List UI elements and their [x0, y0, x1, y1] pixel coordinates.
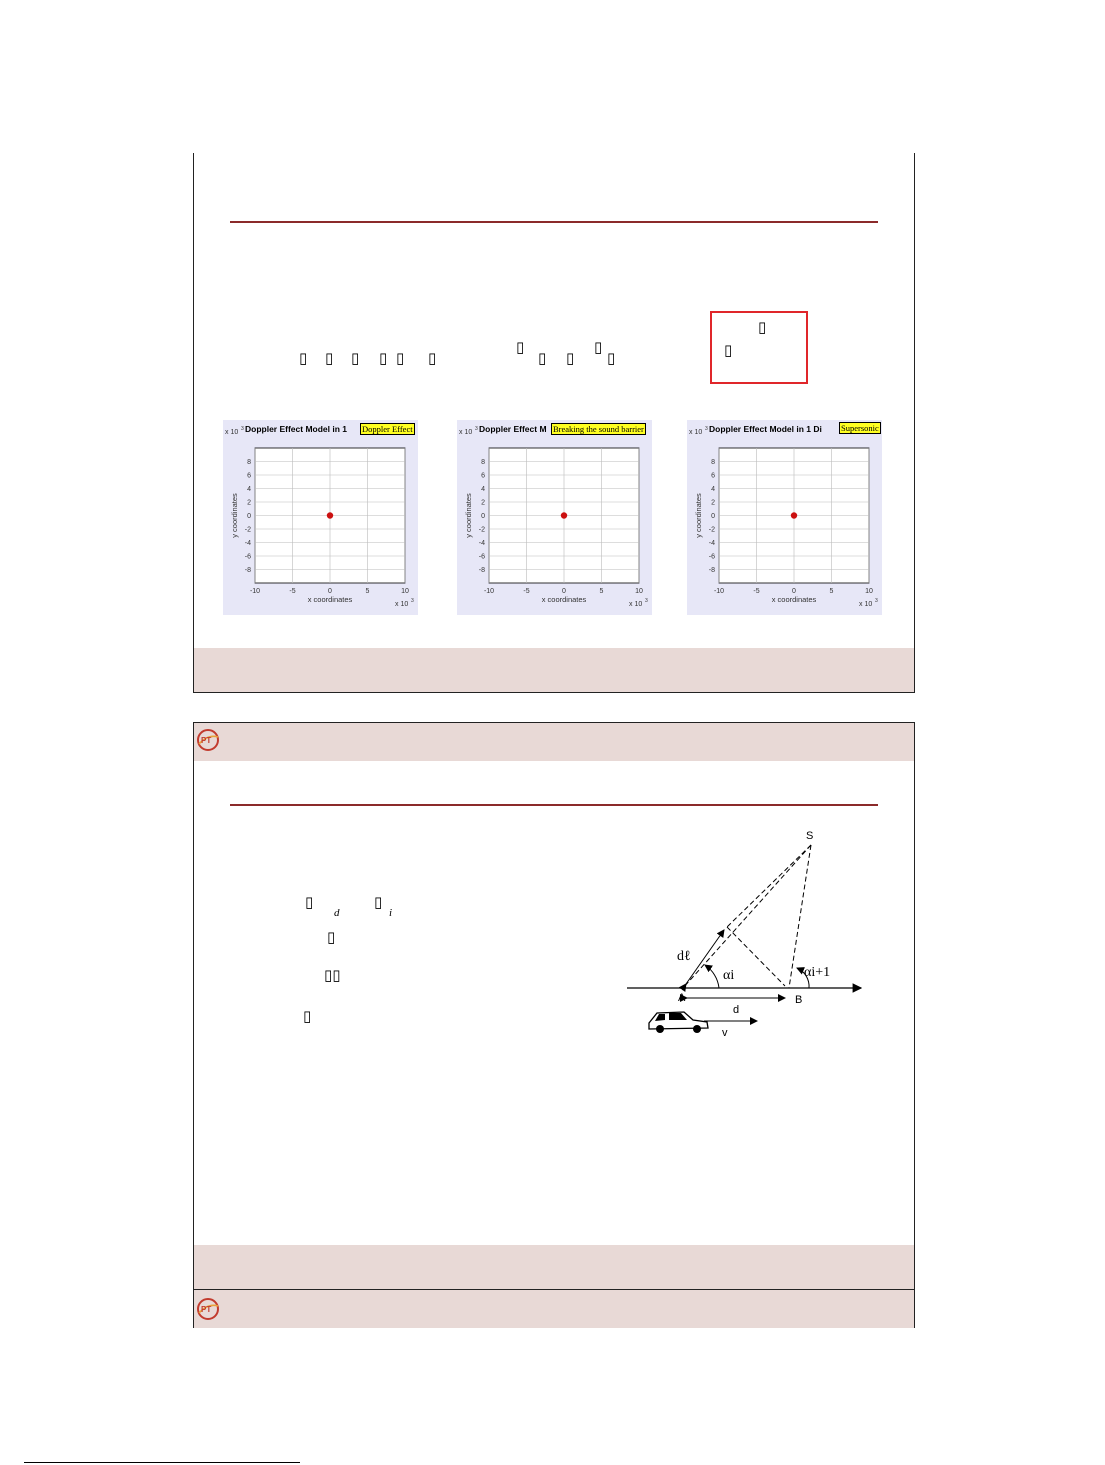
- formula-glyph: ▯: [379, 349, 388, 367]
- y-tick-label: -2: [478, 526, 485, 534]
- formula-sub: d: [334, 907, 340, 919]
- x-axis-label: x coordinates: [771, 595, 817, 604]
- title-rule: [230, 804, 878, 806]
- y-exponent: x 10: [689, 429, 703, 436]
- x-tick-label: 5: [829, 588, 834, 595]
- plot-tag: Breaking the sound barrier: [553, 424, 644, 434]
- plot-panel-3: [687, 420, 882, 615]
- pta-logo-icon: [196, 728, 220, 752]
- slide-2: [193, 722, 915, 1328]
- y-tick-label: 0: [247, 513, 251, 520]
- y-tick-label: -8: [708, 567, 715, 574]
- x-exponent: x 10: [395, 601, 409, 608]
- y-tick-label: -6: [708, 553, 715, 561]
- slide-header-band: [194, 723, 914, 761]
- box-glyph: ▯: [724, 341, 733, 359]
- car-icon: [649, 1012, 708, 1033]
- plot-svg-1: [223, 420, 418, 615]
- label-v: v: [722, 1027, 728, 1039]
- x-tick-label: 10: [401, 588, 409, 595]
- formula-glyph: ▯: [327, 928, 336, 946]
- plot-panel-2: [457, 420, 652, 615]
- y-tick-label: -6: [244, 553, 251, 561]
- y-tick-label: -4: [708, 540, 715, 547]
- y-axis-label: y coordinates: [694, 493, 703, 538]
- svg-text:PT: PT: [201, 1305, 212, 1314]
- y-tick-label: -8: [478, 567, 485, 574]
- y-axis-label: y coordinates: [464, 493, 473, 538]
- x-exponent-power: 3: [411, 598, 414, 604]
- box-glyph: ▯: [758, 318, 767, 336]
- plot-title: Doppler Effect Model in 1 Di: [709, 424, 822, 434]
- x-exponent: x 10: [859, 601, 873, 608]
- y-exponent-power: 3: [241, 426, 244, 432]
- x-tick-label: -5: [753, 588, 760, 595]
- formula-glyph: ▯: [607, 349, 616, 367]
- y-tick-label: 8: [711, 459, 715, 466]
- y-exponent-power: 3: [475, 426, 478, 432]
- x-tick-label: -10: [249, 588, 261, 595]
- x-tick-label: 0: [328, 588, 332, 595]
- formula-glyph: ▯: [299, 349, 308, 367]
- formula-glyph: ▯: [325, 349, 334, 367]
- formula-glyph: ▯: [303, 1007, 312, 1025]
- perp: [727, 927, 785, 986]
- y-tick-label: -8: [244, 567, 251, 574]
- y-tick-label: 6: [247, 472, 251, 480]
- formula-glyph: ▯: [396, 349, 405, 367]
- x-tick-label: -5: [289, 588, 296, 595]
- formula-glyph: ▯: [538, 349, 547, 367]
- label-s: S: [806, 830, 814, 842]
- x-axis-label: x coordinates: [307, 595, 353, 604]
- formula-glyph: ▯: [428, 349, 437, 367]
- x-tick-label: 0: [792, 588, 796, 595]
- formula-glyph: ▯: [566, 349, 575, 367]
- y-exponent-power: 3: [705, 426, 708, 432]
- label-b: B: [795, 994, 803, 1006]
- slide-footer-band: [194, 648, 914, 692]
- formula-sub: i: [389, 907, 393, 919]
- x-tick-label: 0: [562, 588, 566, 595]
- formula-glyph: ▯: [351, 349, 360, 367]
- dl-arrow: [686, 930, 724, 984]
- plot-panel-1: [223, 420, 418, 615]
- plot-svg-2: [457, 420, 652, 615]
- slide-1: [193, 153, 915, 693]
- label-dl: dℓ: [677, 949, 691, 964]
- highlight-box: [710, 311, 808, 384]
- source-point: [791, 512, 797, 518]
- y-tick-label: 6: [481, 472, 485, 480]
- y-tick-label: 8: [247, 459, 251, 466]
- y-tick-label: 6: [711, 472, 715, 480]
- y-tick-label: 2: [711, 499, 715, 507]
- y-tick-label: -4: [478, 540, 485, 547]
- formula-glyph: ▯: [594, 338, 603, 356]
- y-exponent: x 10: [225, 429, 239, 436]
- y-axis-label: y coordinates: [230, 493, 239, 538]
- source-point: [327, 512, 333, 518]
- slide-footer-band: [194, 1245, 914, 1289]
- x-axis-label: x coordinates: [541, 595, 587, 604]
- formula-glyph: ▯: [516, 338, 525, 356]
- plot-tag: Supersonic: [841, 423, 879, 433]
- source-point: [561, 512, 567, 518]
- label-alpha-i: αi: [723, 968, 735, 983]
- y-tick-label: 4: [247, 486, 251, 493]
- plot-tag: Doppler Effect: [362, 424, 413, 434]
- pta-logo-icon: [196, 1297, 220, 1321]
- x-exponent-power: 3: [875, 598, 878, 604]
- formula-glyph: ▯: [374, 893, 383, 911]
- label-d: d: [733, 1004, 740, 1016]
- x-tick-label: -10: [713, 588, 725, 595]
- y-tick-label: -2: [244, 526, 251, 534]
- y-tick-label: -4: [244, 540, 251, 547]
- ray-c: [727, 845, 811, 927]
- x-tick-label: -5: [523, 588, 530, 595]
- label-a: A: [678, 992, 686, 1004]
- svg-text:PT: PT: [201, 736, 212, 745]
- x-tick-label: 10: [635, 588, 643, 595]
- label-alpha-i1: αi+1: [804, 965, 831, 980]
- y-tick-label: 4: [481, 486, 485, 493]
- title-rule: [230, 221, 878, 223]
- x-tick-label: 5: [599, 588, 604, 595]
- plot-title: Doppler Effect M: [479, 424, 547, 434]
- formula-glyph: ▯▯: [324, 966, 341, 984]
- y-tick-label: 8: [481, 459, 485, 466]
- x-exponent-power: 3: [645, 598, 648, 604]
- y-tick-label: 0: [481, 513, 485, 520]
- plot-svg-3: [687, 420, 882, 615]
- y-tick-label: 2: [247, 499, 251, 507]
- x-tick-label: -10: [483, 588, 495, 595]
- next-slide-header-band: [194, 1290, 914, 1328]
- y-exponent: x 10: [459, 429, 473, 436]
- x-tick-label: 10: [865, 588, 873, 595]
- formula-glyph: ▯: [305, 893, 314, 911]
- alpha-i-arc: [705, 965, 719, 988]
- y-tick-label: 0: [711, 513, 715, 520]
- y-tick-label: -2: [708, 526, 715, 534]
- y-tick-label: -6: [478, 553, 485, 561]
- plot-title: Doppler Effect Model in 1: [245, 424, 348, 434]
- x-exponent: x 10: [629, 601, 643, 608]
- x-tick-label: 5: [365, 588, 370, 595]
- page-footnote-rule: [24, 1462, 300, 1463]
- y-tick-label: 2: [481, 499, 485, 507]
- y-tick-label: 4: [711, 486, 715, 493]
- doppler-geometry-diagram: [619, 823, 869, 1053]
